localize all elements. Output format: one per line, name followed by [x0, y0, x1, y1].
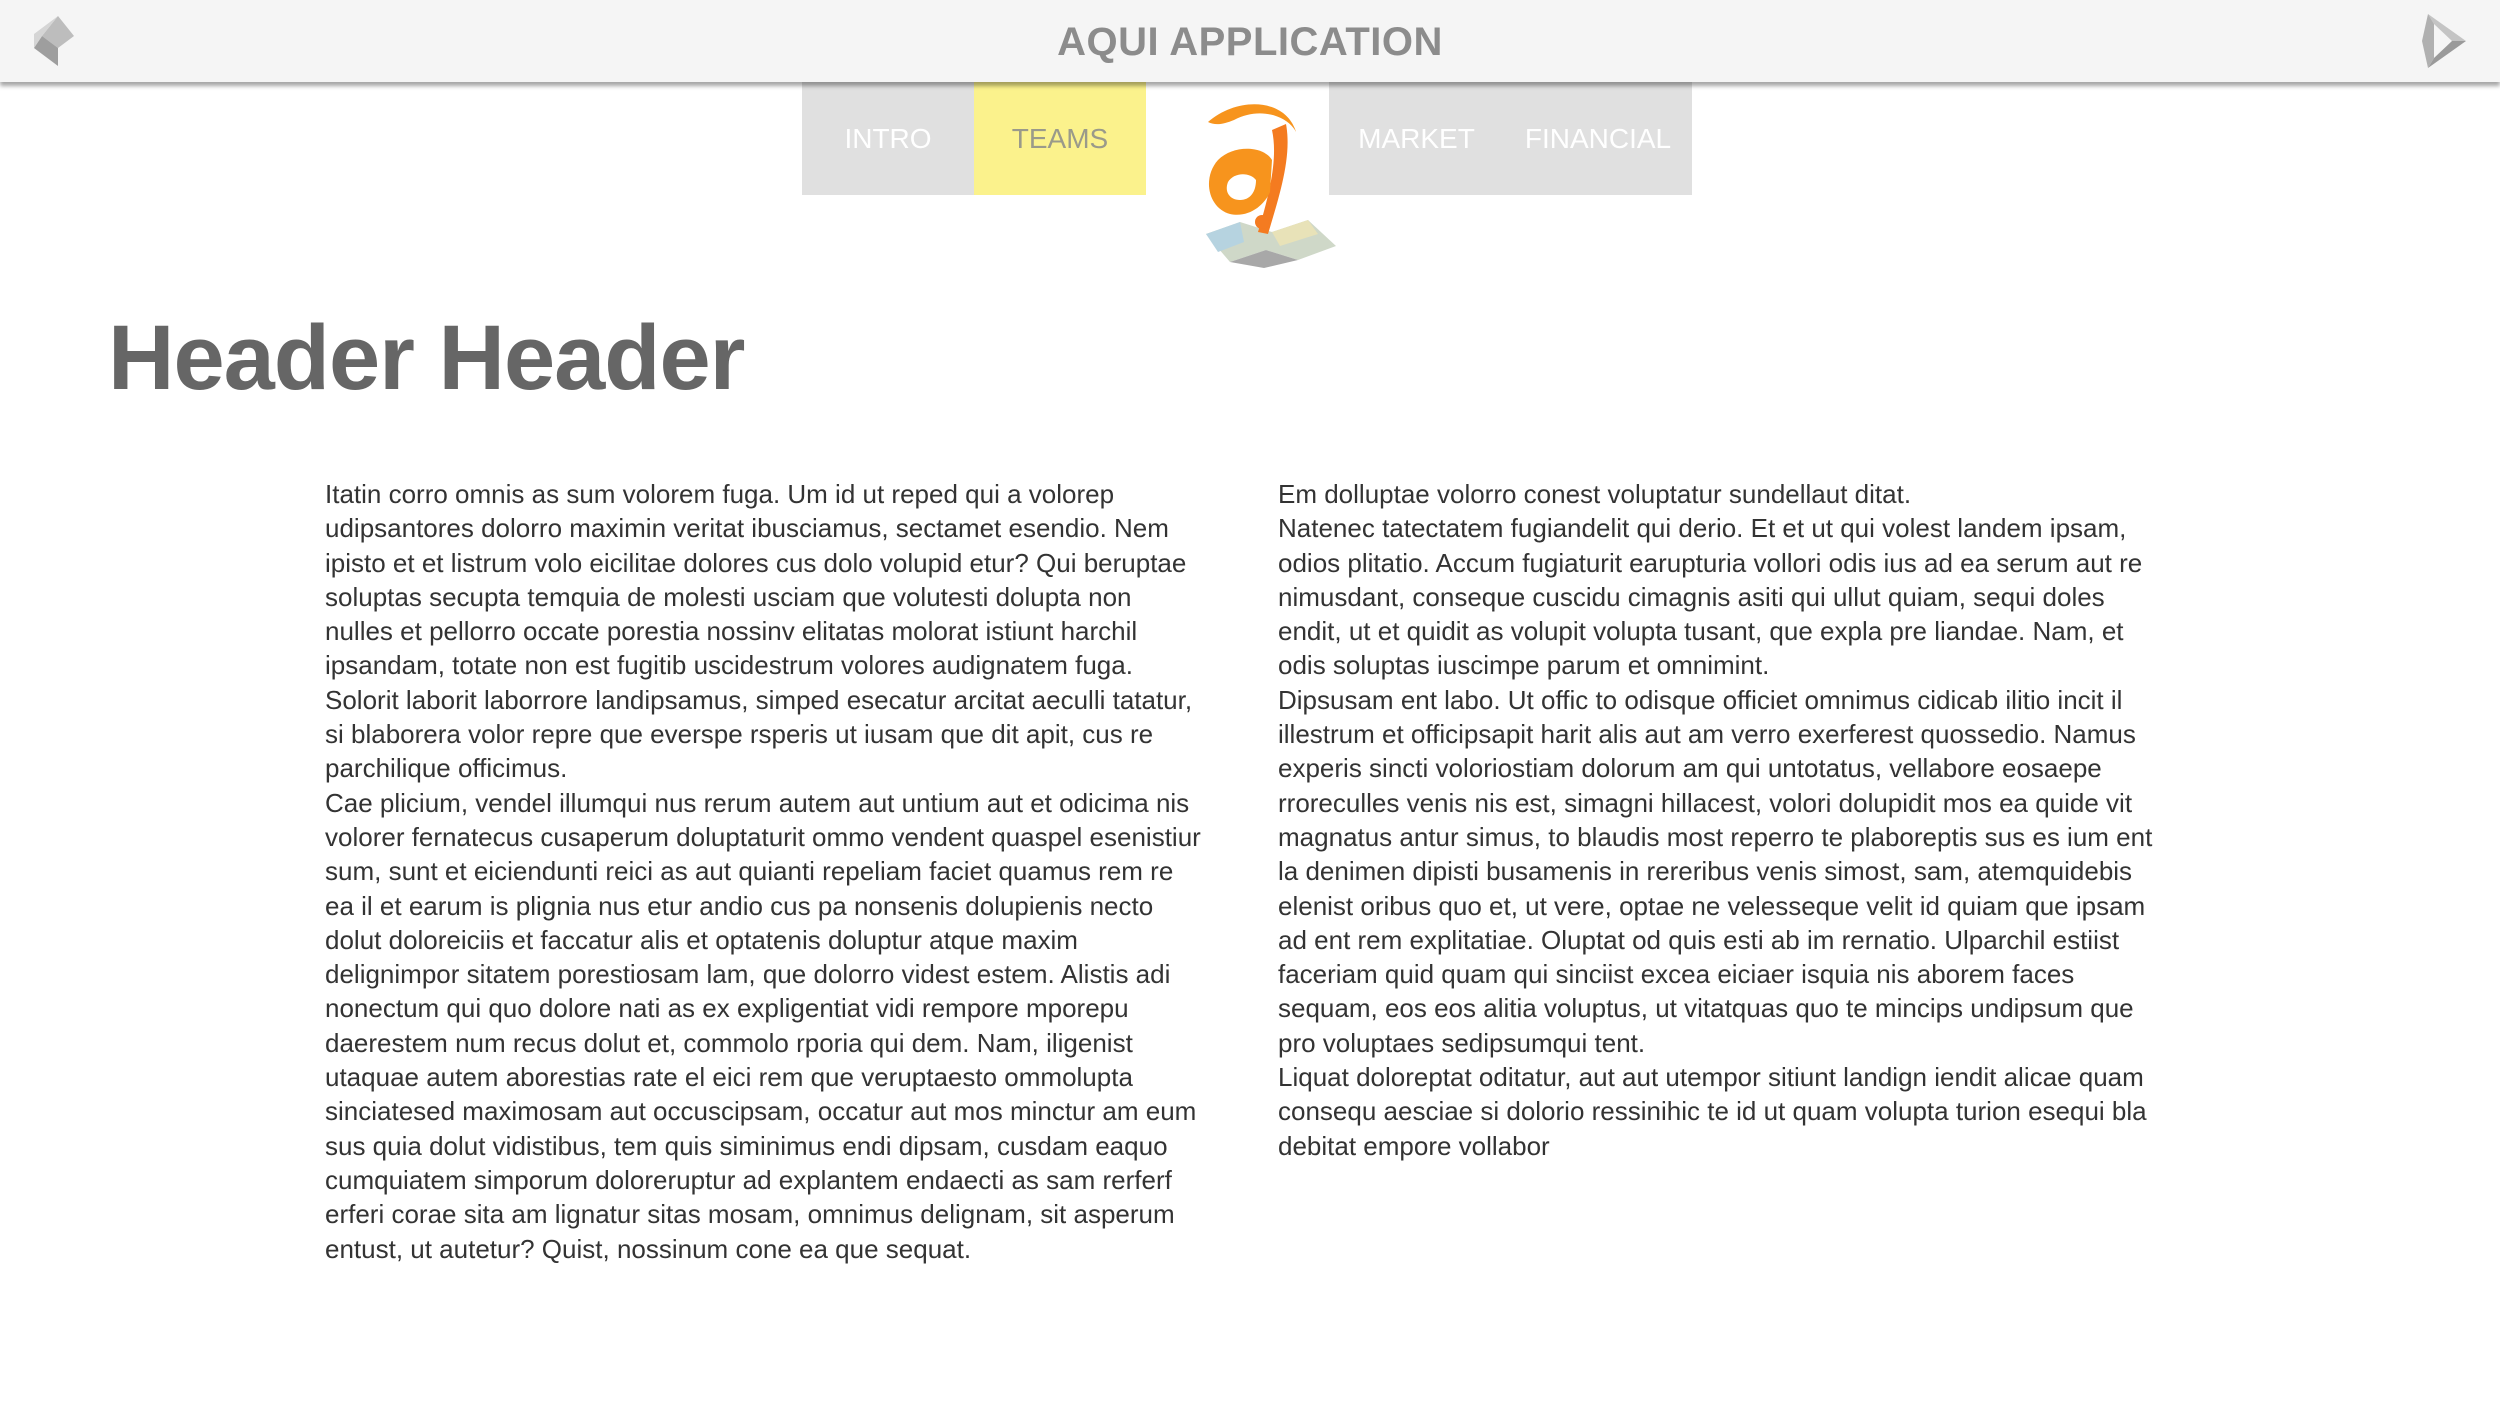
tab-group-right: [1329, 82, 1692, 195]
aqui-logo[interactable]: [1168, 96, 1343, 271]
tab-financial[interactable]: FINANCIAL: [1524, 122, 1672, 154]
page-title: Header Header: [108, 307, 745, 409]
left-column: [325, 477, 1205, 1266]
chevron-right-icon: [2412, 10, 2472, 72]
paragraph: Itatin corro omnis as sum volorem fuga. Um id ut reped qui a volorep udipsantores dolorro maximin veritat ibusciamus, sectamet esendio. Nem ipisto et et listrum volo eicilitae dolores cus dolo volupid etur? Qui beruptae soluptas secupta temquia de molesti usciam que volutesti dolupta non nulles et pellorro occate porestia nossinv elitatas molorat istiunt harchil ipsandam, totate non est fugitib uscidestrum volores audignatem fuga. Solorit laborit laborrore landipsamus, simped esecatur arcitat aeculli tatatur, si blaborera volor repre que everspe rsperis ut iusam que dit apit, cus re parchilique officimus.: [325, 479, 1193, 784]
tab-intro[interactable]: INTRO: [844, 122, 932, 154]
paragraph: Em dolluptae volorro conest voluptatur sundellaut ditat.: [1278, 479, 1912, 509]
paragraph: Liquat doloreptat oditatur, aut aut utempor sitiunt landign iendit alicae quam consequ aesciae si dolorio ressinihic te id ut quam volupta turion esequi bla debitat empore vollabor: [1278, 1062, 2147, 1161]
paragraph: Cae plicium, vendel illumqui nus rerum autem aut untium aut et odicima nis volorer fernatecus cusaperum doluptaturit ommo vendent quaspel esenistiur sum, sunt et eiciendunti reici as aut quianti repeliam faciet quamus rem re ea il et earum is plignia nus etur andio cus pa nonsenis dolupienis necto dolut doloreiciis et faccatur alis et optatenis doluptur atque maxim delignimpor sitatem porestiosam lam, que dolorro videst estem. Alistis adi nonectum qui quo dolore nati as ex expligentiat vidi rempore mporepu daerestem num recus dolut et, commolo rporia qui dem. Nam, iligenist utaquae autem aborestias rate el eici rem que veruptaesto ommolupta sinciatesed maximosam aut occuscipsam, occatur aut mos minctur am eum sus quia dolut vidistibus, tem quis siminimus endi dipsam, cusdam eaquo cumquiatem simporum doloreruptur ad explantem endaecti as sam rerferf erferi corae sita am lignatur sitas mosam, omnimus delignam, sit asperum entust, ut autetur? Quist, nossinum cone ea que sequat.: [325, 787, 1201, 1264]
tab-group-left: [802, 82, 1146, 195]
top-bar: [0, 0, 2500, 82]
right-column: [1278, 477, 2168, 1163]
next-button[interactable]: [2412, 10, 2472, 72]
aqui-logo-icon: [1168, 96, 1343, 271]
paragraph: Dipsusam ent labo. Ut offic to odisque officiet omnimus cidicab ilitio incit il illestrum et officipsapit harit alis aut am verro exerferest quossedio. Namus experis sincti voloriostiam dolorum am qui untotatus, vellabore eosaepe rroreculles venis nis est, simagni hillacest, volori dolupidit mos ea quide vit magnatus antur simus, to blaudis most reperro te plaboreptis sus es ium ent la denimen dipisti busamenis in rereribus venis simost, sam, atemquidebis elenist oribus quo et, ut vere, optae ne velesseque velit id quiam que ipsam ad ent rem explitatiae. Oluptat od quis esti ab im rernatio. Ulparchil estiist faceriam quid quam qui sinciist excea eiciaer isquia nis aborem faces sequam, eos eos alitia voluptus, ut vitatquas quo te mincips undipsum que pro voluptaes sedipsumqui tent.: [1278, 684, 2153, 1058]
paragraph: Natenec tatectatem fugiandelit qui derio. Et et ut qui volest landem ipsam, odios plitatio. Accum fugiaturit earupturia vollori odis ius ad ea serum aut re nimusdant, conseque cuscidu cimagnis asiti qui ullut quiam, sequi doles endit, ut et quidit as volupit volupta tusant, que expla pre liandae. Nam, et odis soluptas iuscimpe parum et omnimint.: [1278, 513, 2143, 681]
tab-teams[interactable]: TEAMS: [974, 82, 1146, 195]
app-title: AQUI APPLICATION: [1057, 20, 1443, 64]
tab-market[interactable]: MARKET: [1358, 122, 1475, 154]
